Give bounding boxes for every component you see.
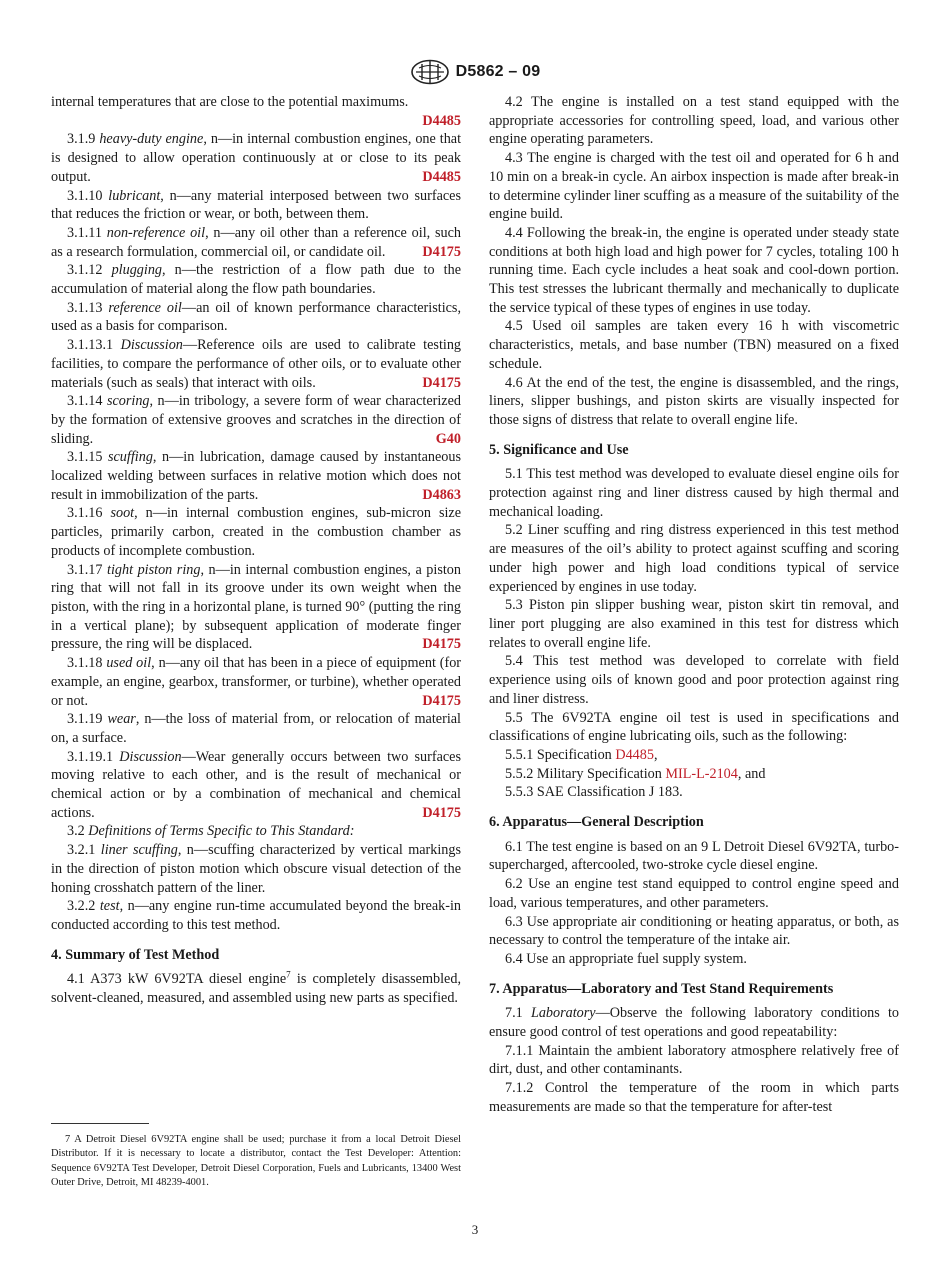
reference-link[interactable]: D4175 xyxy=(422,636,461,653)
paragraph-5-1: 5.1 This test method was developed to evaluate diesel engine oils for protection against ring and liner distress caused by high thermal and mechanical loading. xyxy=(489,466,899,520)
section-heading-7: 7. Apparatus—Laboratory and Test Stand Requirements xyxy=(489,980,834,997)
reference-link[interactable]: D4485 xyxy=(615,746,654,763)
paragraph-4-1: 4.1 A373 kW 6V92TA diesel engine$^7$ is completely disassembled, solvent-cleaned, measured, and assembled using new parts as specified. xyxy=(51,969,461,1007)
footnote xyxy=(51,1133,461,1191)
document-number: D5862 – 09 xyxy=(455,63,541,80)
paragraph-5-5: 5.5 The 6V92TA engine oil test is used in specifications and classifications of engine lubricating oils, such as the following: xyxy=(489,709,899,745)
paragraph-5-3: 5.3 Piston pin slipper bushing wear, piston skirt tin removal, and liner port plugging are also examined in this test for distress which relates to overall engine life. xyxy=(489,597,899,651)
reference-link[interactable]: D4485 xyxy=(422,112,461,129)
astm-logo-icon xyxy=(410,59,450,85)
definition-used-oil: 3.1.18 used oil, n—any oil that has been in a piece of equipment (for example, an engine, gearbox, transformer, or turbine), whether operated or not. D4175 xyxy=(51,655,462,709)
reference-link[interactable]: D4175 xyxy=(422,804,461,821)
paragraph-5-2: 5.2 Liner scuffing and ring distress experienced in this test method are measures of the oil’s ability to protect against scuffing and scoring under high power and high load conditions typical of service experienced by engines in use today. xyxy=(489,522,899,595)
paragraph-4-6: 4.6 At the end of the test, the engine is disassembled, and the rings, liners, slipper bushings, and piston skirts are visually inspected for those signs of distress that relate to overall engine life. xyxy=(489,374,899,428)
footnote-text: 7 A Detroit Diesel 6V92TA engine shall be used; purchase it from a local Detroit Diesel Distributor. If it is necessary to locate a distributor, contact the Test Developer: Attention: Sequence 6V92TA Test Developer, Detroit Diesel Corporation, Fuels and Lubricants, 13400 West Outer Drive, Detroit, MI 48239-4001. xyxy=(51,1134,461,1189)
discussion-wear: 3.1.19.1 Discussion—Wear generally occurs between two surfaces moving relative to each other, and is the result of mechanical or chemical action or by a combination of mechanical and chemical actions. D4175 xyxy=(51,748,462,821)
definition-test: 3.2.2 test, n—any engine run-time accumulated beyond the break-in conducted according to this test method. xyxy=(51,898,461,933)
page-number: 3 xyxy=(471,1222,479,1237)
reference-link[interactable]: D4485 xyxy=(422,168,461,185)
definition-soot: 3.1.16 soot, n—in internal combustion engines, sub-micron size particles, primarily carbon, created in the combustion chamber as products of incomplete combustion. xyxy=(51,505,462,559)
section-heading-4: 4. Summary of Test Method xyxy=(51,946,220,963)
definition-lubricant: 3.1.10 lubricant, n—any material interposed between two surfaces that reduces the friction or wear, or both, between them. xyxy=(51,187,461,223)
paragraph-7-1-1: 7.1.1 Maintain the ambient laboratory atmosphere relatively free of dirt, dust, and other contaminants. xyxy=(489,1042,899,1078)
paragraph-6-1: 6.1 The test engine is based on an 9 L Detroit Diesel 6V92TA, turbo-supercharged, aftercooled, two-stroke cycle diesel engine. xyxy=(489,838,899,874)
section-heading-6: 6. Apparatus—General Description xyxy=(489,814,704,831)
paragraph-4-4: 4.4 Following the break-in, the engine is operated under steady state conditions at both high load and high power for 7 cycles, totaling 100 h running time. Each cycle includes a heat soak and cool-down portion. This test stresses the lubricant thermally and mechanically to duplicate the service typical of these types of engines in use today. xyxy=(489,224,899,316)
definition-wear: 3.1.19 wear, n—the loss of material from, or relocation of material on, a surface. xyxy=(51,711,461,746)
page-header xyxy=(0,58,950,86)
definition-plugging: 3.1.12 plugging, n—the restriction of a flow path due to the accumulation of material along the flow path boundaries. xyxy=(51,262,461,298)
reference-link[interactable]: G40 xyxy=(435,430,461,447)
paragraph-4-3: 4.3 The engine is charged with the test oil and operated for 6 h and 10 min on a break-in cycle. An airbox inspection is made after break-in to determine cylinder liner scuffing as a measure of the suitability of the engine build. xyxy=(489,150,899,223)
definition-scoring: 3.1.14 scoring, n—in tribology, a severe form of wear characterized by the formation of extensive grooves and scratches in the direction of sliding. G40 xyxy=(51,393,461,447)
paragraph-5-5-3: 5.5.3 SAE Classification J 183. xyxy=(505,784,683,801)
reference-link[interactable]: D4175 xyxy=(422,692,461,709)
footnote-marker[interactable]: 7 xyxy=(286,969,291,980)
paragraph-7-1: 7.1 Laboratory—Observe the following laboratory conditions to ensure good control of test operations and good repeatability: xyxy=(489,1005,899,1041)
right-column xyxy=(489,93,899,1117)
paragraph-6-4: 6.4 Use an appropriate fuel supply system. xyxy=(505,950,747,967)
paragraph-5-5-1: 5.5.1 Specification D4485, xyxy=(505,746,658,763)
subsection-3-2: 3.2 Definitions of Terms Specific to This Standard: xyxy=(67,823,355,840)
left-column xyxy=(51,93,461,1008)
paragraph-4-2: 4.2 The engine is installed on a test stand equipped with the appropriate accessories for controlling speed, load, and various other engine operating parameters. xyxy=(489,94,899,148)
paragraph-5-5-2: 5.5.2 Military Specification MIL-L-2104, and xyxy=(505,765,766,782)
reference-link[interactable]: MIL-L-2104 xyxy=(665,765,738,782)
definition-scuffing: 3.1.15 scuffing, n—in lubrication, damage caused by instantaneous localized welding between surfaces in relative motion which does not result in immobilization of the parts. D4863 xyxy=(51,449,461,503)
definition-tight-piston-ring: 3.1.17 tight piston ring, n—in internal combustion engines, a piston ring that will not fall in its groove under its own weight when the piston, with the ring in a horizontal plane, is turned 90° (putting the ring in a vertical plane); by subsequent application of moderate finger pressure, the ring will be displaced. D4175 xyxy=(51,561,461,653)
definition-heavy-duty-engine: 3.1.9 heavy-duty engine, n—in internal combustion engines, one that is designed to allow operation continuously at or close to its peak output. D4485 xyxy=(51,131,462,185)
paragraph-5-4: 5.4 This test method was developed to correlate with field experience using oils of known good and poor protection against ring and liner distress. xyxy=(489,653,899,707)
definition-liner-scuffing: 3.2.1 liner scuffing, n—scuffing characterized by vertical markings in the direction of piston motion which obscure visual detection of the honing crosshatch pattern of the liner. xyxy=(51,842,461,896)
paragraph-6-2: 6.2 Use an engine test stand equipped to control engine speed and load, various temperatures, and other parameters. xyxy=(489,876,899,911)
reference-link[interactable]: D4863 xyxy=(422,486,461,503)
paragraph-7-1-2: 7.1.2 Control the temperature of the room in which parts measurements are made so that the temperature for after-test xyxy=(489,1080,899,1115)
section-heading-5: 5. Significance and Use xyxy=(489,441,629,458)
reference-link[interactable]: D4175 xyxy=(422,243,461,260)
reference-link[interactable]: D4175 xyxy=(422,374,461,391)
discussion-reference-oil: 3.1.13.1 Discussion—Reference oils are used to calibrate testing facilities, to compare the performance of other oils, or to evaluate other materials (such as seals) that interact with oils. D4175 xyxy=(51,337,462,391)
definition-reference-oil: 3.1.13 reference oil—an oil of known performance characteristics, used as a basis for comparison. xyxy=(51,299,461,335)
footnote-divider xyxy=(51,1123,149,1124)
paragraph-6-3: 6.3 Use appropriate air conditioning or heating apparatus, or both, as necessary to control the temperature of the intake air. xyxy=(489,913,899,949)
paragraph-4-5: 4.5 Used oil samples are taken every 16 h with viscometric characteristics, metals, and base number (TBN) measured on a fixed schedule. xyxy=(489,318,899,372)
definition-non-reference-oil: 3.1.11 non-reference oil, n—any oil other than a reference oil, such as a research formulation, commercial oil, or candidate oil. D4175 xyxy=(51,224,462,260)
paragraph: internal temperatures that are close to the potential maximums. D4485 xyxy=(51,94,461,129)
